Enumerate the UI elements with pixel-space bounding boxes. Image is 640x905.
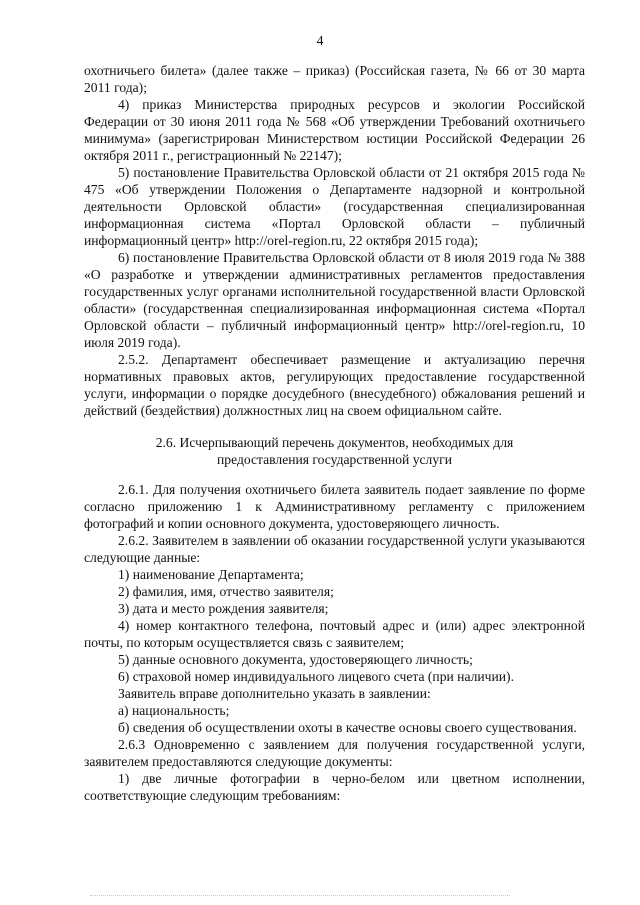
list-item: 1) наименование Департамента; (118, 567, 304, 582)
paragraph: 4) приказ Министерства природных ресурсов и экологии Российской Федерации от 30 июня 2011 года № 568 «Об утверждении Требований охотничьего минимума» (зарегистрирован Министерством юстиции Российской Федерации 26 октября 2011 г., регистрационный № 22147); (84, 97, 585, 163)
page-number: 4 (316, 34, 324, 49)
list-item: б) сведения об осуществлении охоты в качестве основы своего существования. (118, 720, 577, 735)
paragraph: 6) постановление Правительства Орловской области от 8 июля 2019 года № 388 «О разработке и утверждении административных регламентов предоставления государственных услуг органами исполнительной государственной власти Орловской области» (государственная специализированная информационная система «Портал Орловской области – публичный информационный центр» http://orel-region.ru, 10 июля 2019 года). (84, 250, 585, 350)
section-heading: 2.6. Исчерпывающий перечень документов, необходимых для предоставления государственной услуги (155, 435, 514, 467)
document-body (84, 62, 585, 804)
paragraph: 5) постановление Правительства Орловской области от 21 октября 2015 года № 475 «Об утверждении Положения о Департаменте надзорной и контрольной деятельности Орловской области» (государственная специализированная информационная система «Портал Орловской области – публичный информационный центр» http://orel-region.ru, 22 октября 2015 года); (84, 165, 585, 248)
paragraph: Заявитель вправе дополнительно указать в заявлении: (118, 686, 431, 701)
list-item: 5) данные основного документа, удостоверяющего личность; (118, 652, 473, 667)
paragraph: 2.6.3 Одновременно с заявлением для получения государственной услуги, заявителем предоставляются следующие документы: (84, 737, 585, 769)
list-item: 4) номер контактного телефона, почтовый адрес и (или) адрес электронной почты, по которым осуществляется связь с заявителем; (84, 618, 585, 650)
scan-edge-artifact (90, 895, 510, 899)
paragraph: охотничьего билета» (далее также – приказ) (Российская газета, № 66 от 30 марта 2011 года); (84, 63, 585, 95)
list-item: 2) фамилия, имя, отчество заявителя; (118, 584, 334, 599)
list-item: а) национальность; (118, 703, 230, 718)
list-item: 1) две личные фотографии в черно-белом или цветном исполнении, соответствующие следующим требованиям: (84, 771, 585, 803)
list-item: 6) страховой номер индивидуального лицевого счета (при наличии). (118, 669, 514, 684)
paragraph: 2.5.2. Департамент обеспечивает размещение и актуализацию перечня нормативных правовых актов, регулирующих предоставление государственной услуги, информации о порядке досудебного (внесудебного) обжалования решений и действий (бездействия) должностных лиц на своем официальном сайте. (84, 352, 585, 418)
list-item: 3) дата и место рождения заявителя; (118, 601, 329, 616)
paragraph: 2.6.2. Заявителем в заявлении об оказании государственной услуги указываются следующие данные: (84, 533, 585, 565)
paragraph: 2.6.1. Для получения охотничьего билета заявитель подает заявление по форме согласно приложению 1 к Административному регламенту с приложением фотографий и копии основного документа, удостоверяющего личность. (84, 482, 585, 531)
